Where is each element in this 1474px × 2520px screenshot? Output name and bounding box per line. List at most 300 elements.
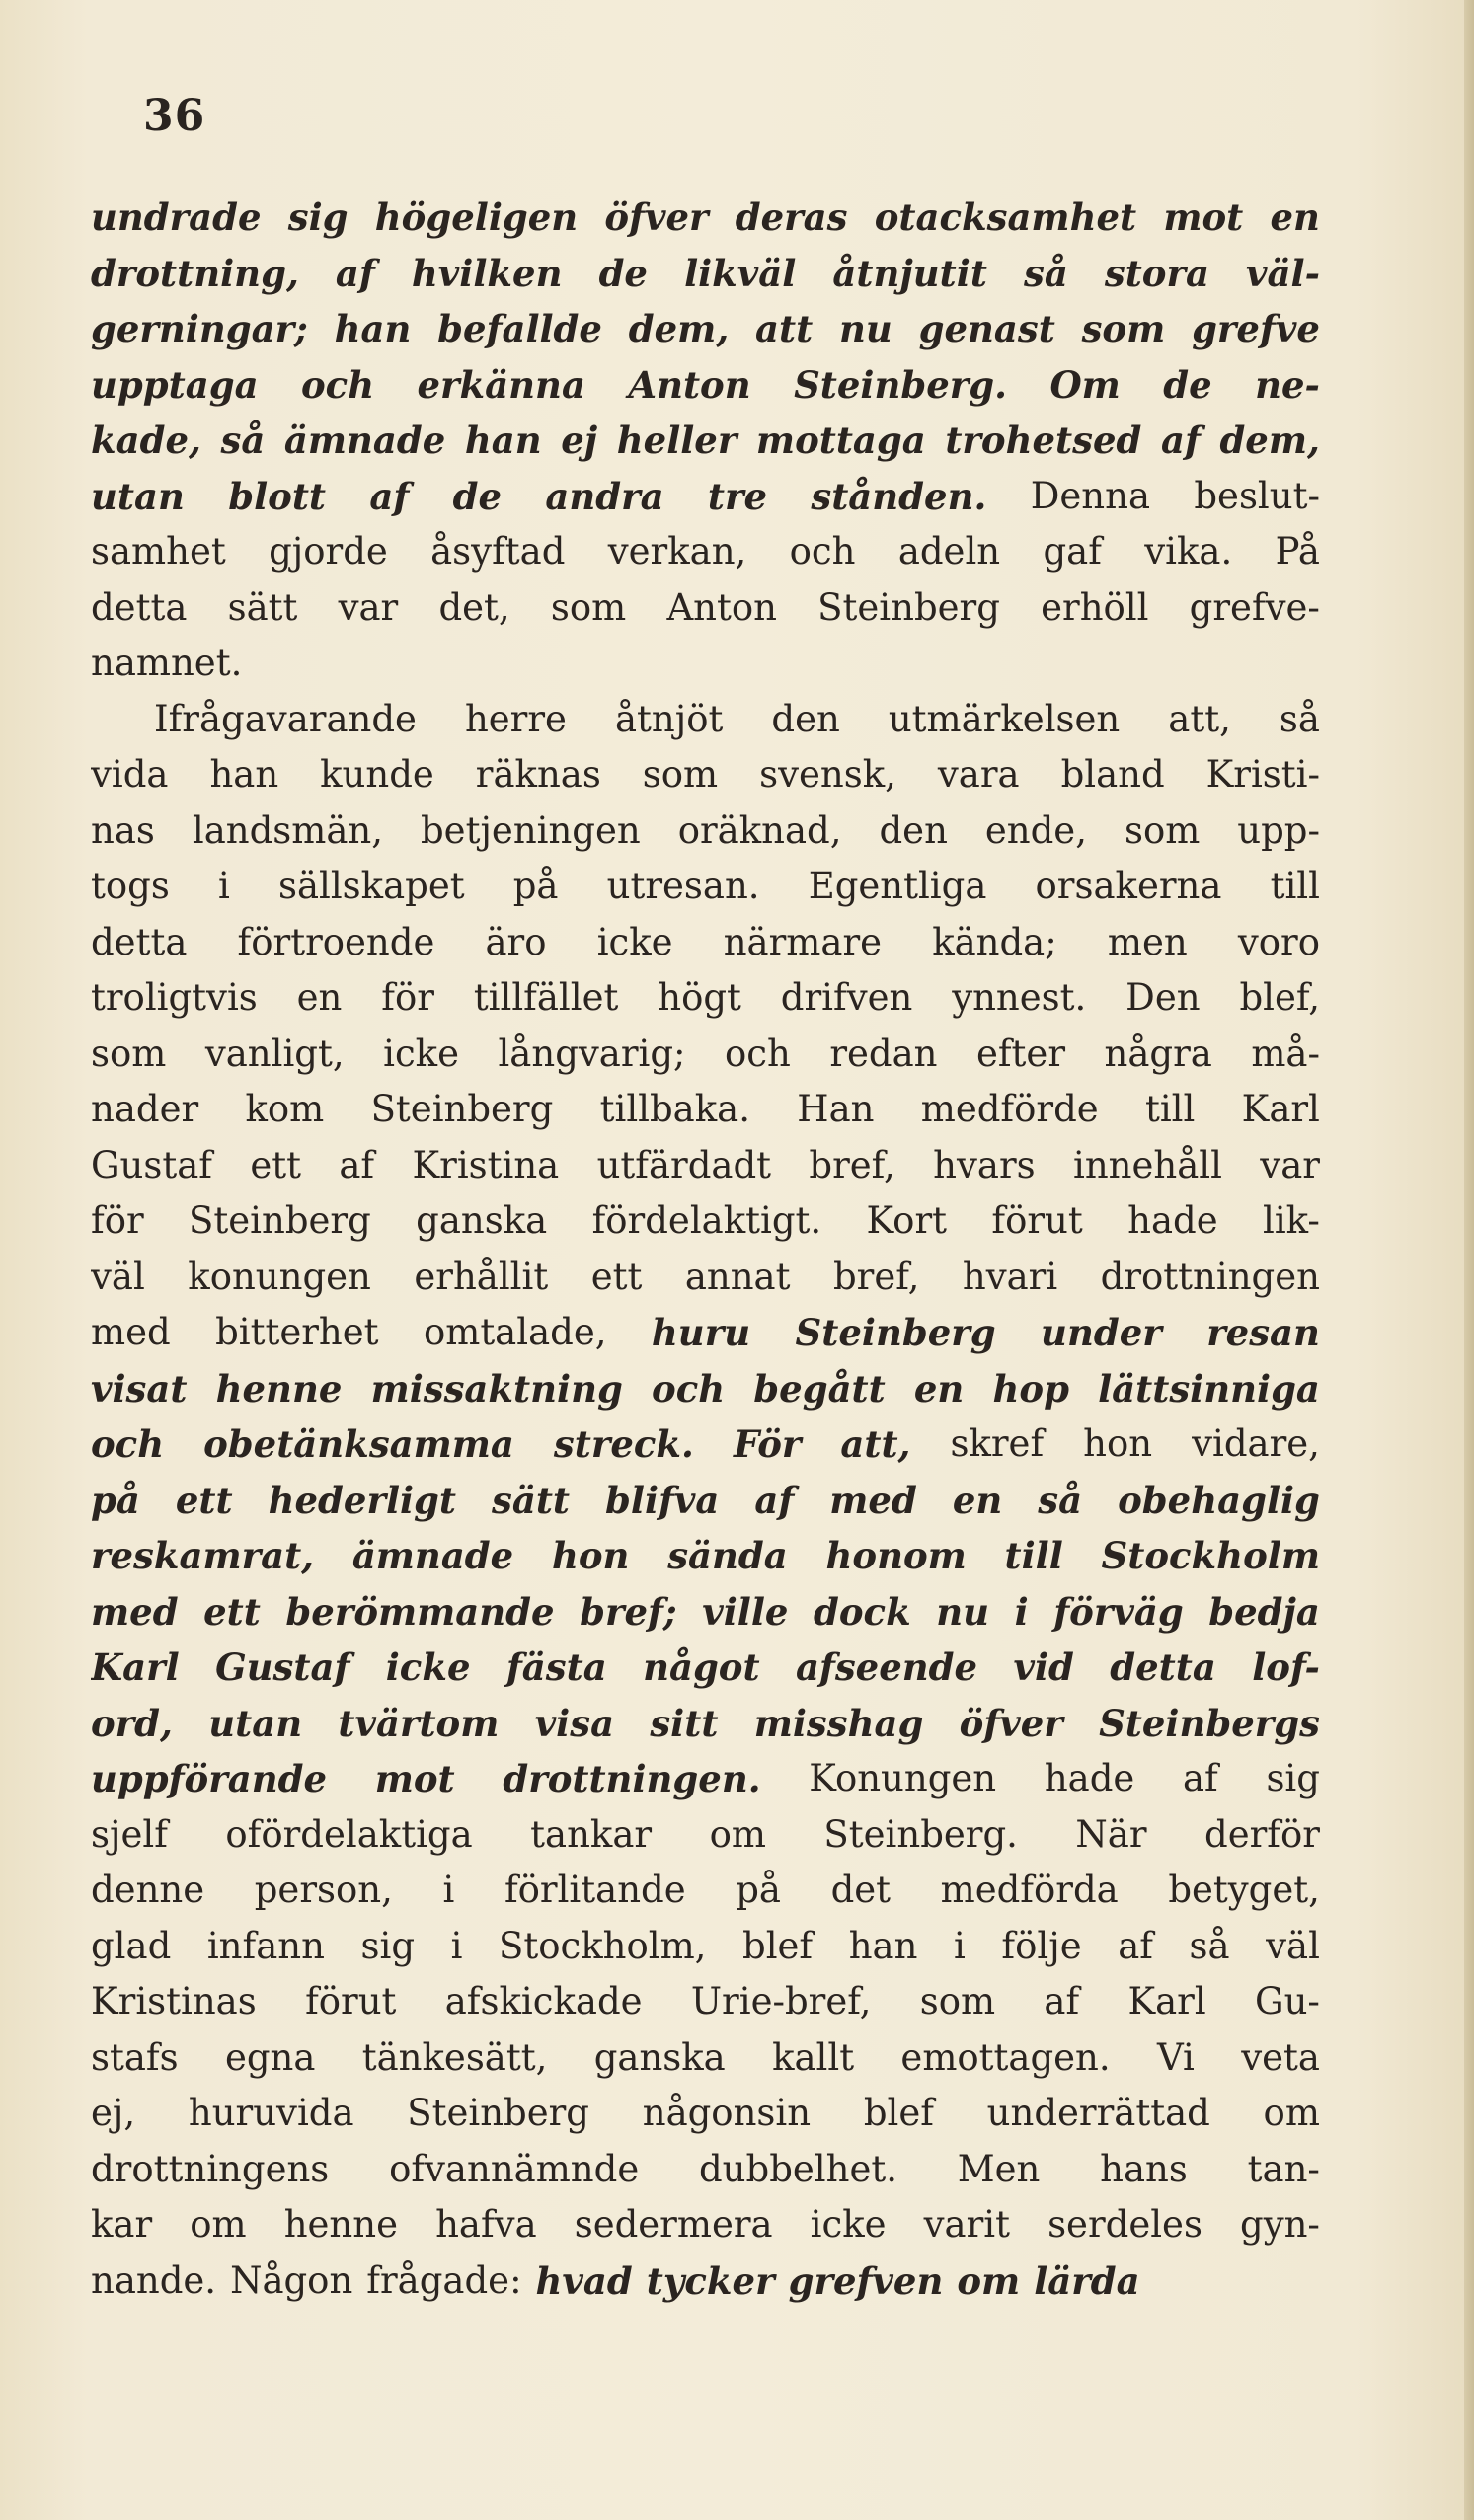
text-word: i [217, 865, 230, 907]
text-line [91, 692, 1320, 748]
text-word: äro [485, 920, 547, 963]
text-word: till [1270, 865, 1320, 907]
text-word: Karl [1127, 1980, 1206, 2023]
text-line [91, 357, 1320, 414]
text-word: tan- [1247, 2147, 1320, 2190]
text-word: nader [91, 1088, 199, 1130]
text-word: dem, [1219, 419, 1320, 462]
text-word: bref; [580, 1589, 677, 1634]
text-word: så [1038, 1478, 1083, 1522]
text-word: och [725, 1031, 791, 1075]
text-word: högt [658, 976, 741, 1019]
text-line [91, 580, 1320, 637]
text-word: i [442, 1869, 455, 1911]
text-word: tänkesätt, [361, 2035, 548, 2079]
text-word: oräknad, [677, 808, 842, 852]
text-word: frågade: [366, 2258, 522, 2302]
text-word: förlitande [504, 1869, 686, 1911]
text-word: väl [1266, 1924, 1320, 1967]
text-word: ne- [1255, 362, 1320, 407]
text-word: hvad [535, 2258, 633, 2303]
text-word: andra [545, 474, 664, 518]
text-word: Steinberg [189, 1199, 371, 1242]
page-edge [1464, 0, 1474, 2520]
text-word: hop [992, 1366, 1069, 1411]
text-word: öfver [959, 1701, 1063, 1745]
body-text [91, 190, 1320, 2309]
text-word: utan [208, 1701, 303, 1745]
text-word: lärda [1034, 2258, 1140, 2303]
text-word: vidare, [1192, 1422, 1320, 1465]
text-line [91, 1584, 1320, 1641]
text-word: vida [91, 753, 169, 796]
text-word: obetänksamma [203, 1422, 514, 1466]
text-word: orsakerna [1035, 865, 1222, 907]
text-line [91, 1640, 1320, 1696]
text-word: den [879, 808, 948, 852]
text-word: icke [383, 1031, 459, 1075]
text-word: Anton [666, 585, 777, 629]
text-word: ganska [416, 1199, 548, 1242]
text-word: bitterhet [215, 1311, 379, 1353]
text-word: blef, [1239, 976, 1320, 1019]
text-line [91, 1863, 1320, 1919]
text-word: var [338, 585, 399, 629]
text-word: ett [203, 1589, 261, 1634]
text-word: väl- [1246, 251, 1320, 295]
text-word: med [91, 1311, 171, 1353]
text-word: bref, [809, 1143, 895, 1186]
page-number: 36 [143, 91, 206, 141]
text-word: undrade [91, 195, 262, 239]
text-line [91, 2197, 1320, 2253]
text-word: Någon [230, 2258, 353, 2302]
text-word: omtalade, [423, 1311, 607, 1353]
text-word: förtroende [237, 920, 435, 963]
text-word: på [91, 1478, 140, 1522]
text-word: erhållit [414, 1255, 549, 1298]
text-word: Steinberg [370, 1088, 554, 1130]
text-word: en [1270, 195, 1320, 239]
text-word: blott [228, 474, 327, 518]
text-word: förut [991, 1199, 1083, 1242]
text-word: reskamrat, [91, 1534, 315, 1577]
text-line [91, 2086, 1320, 2142]
text-word: troligtvis [91, 976, 258, 1019]
text-line [91, 1416, 1320, 1473]
text-word: utan [91, 474, 185, 518]
text-word: medförda [940, 1869, 1119, 1911]
text-word: Kort [866, 1199, 948, 1242]
text-word: detta [91, 920, 188, 963]
text-word: hvari [962, 1255, 1058, 1298]
text-line [91, 1528, 1320, 1584]
text-word: sända [667, 1534, 788, 1577]
text-word: emottagen. [900, 2035, 1111, 2079]
text-line [91, 190, 1320, 246]
text-word: egna [224, 2035, 316, 2079]
text-word: som [642, 753, 719, 796]
text-word: för [381, 976, 434, 1019]
text-word: ej, [91, 2092, 136, 2134]
text-word: voro [1237, 920, 1320, 963]
text-line [91, 1082, 1320, 1138]
text-word: ett [175, 1478, 233, 1522]
text-word: han [464, 419, 542, 462]
text-line [91, 803, 1320, 860]
text-word: Steinberg [407, 2092, 589, 2134]
text-word: gerningar; [91, 307, 308, 350]
text-word: så [220, 419, 266, 462]
text-word: om [957, 2258, 1021, 2303]
text-word: och [91, 1422, 165, 1466]
text-word: När [1075, 1812, 1147, 1856]
text-word: bland [1060, 753, 1165, 796]
text-word: gaf [1043, 530, 1102, 573]
text-word: om [709, 1812, 766, 1856]
text-word: om [190, 2203, 247, 2246]
text-word: högeligen [374, 195, 579, 239]
text-word: lättsinniga [1098, 1366, 1320, 1411]
text-word: befallde [437, 307, 602, 350]
text-word: detta [1110, 1645, 1216, 1689]
text-word: som [1081, 307, 1166, 350]
text-word: Anton [628, 362, 751, 407]
text-word: förväg [1053, 1589, 1184, 1634]
text-word: med [91, 1589, 179, 1634]
text-word: samhet [91, 530, 226, 573]
text-word: han [209, 753, 279, 796]
text-word: honom [825, 1534, 967, 1577]
text-word: och [652, 1366, 726, 1411]
text-word: någonsin [642, 2092, 812, 2134]
text-word: sitt [650, 1701, 719, 1745]
text-line [91, 1974, 1320, 2030]
text-word: stora [1104, 251, 1209, 295]
text-word: att, [840, 1422, 911, 1466]
text-word: i [450, 1924, 463, 1967]
text-word: veta [1241, 2035, 1320, 2079]
text-word: gyn- [1240, 2203, 1320, 2246]
text-word: Steinberg [817, 585, 1000, 629]
text-word: Urie-bref, [690, 1980, 872, 2023]
text-word: af [1118, 1924, 1153, 1967]
text-word: fästa [505, 1645, 607, 1689]
text-word: det [830, 1869, 892, 1911]
text-word: sjelf [91, 1812, 168, 1856]
text-word: visa [534, 1701, 615, 1745]
text-word: huruvida [188, 2092, 354, 2134]
text-word: grefve [1192, 307, 1320, 350]
text-word: hans [1100, 2147, 1188, 2190]
text-word: ofvannämnde [389, 2147, 640, 2190]
text-word: åtnjutit [832, 251, 987, 295]
text-word: Vi [1156, 2035, 1195, 2079]
text-word: som [91, 1031, 167, 1075]
text-word: ett [250, 1143, 301, 1186]
text-word: på [736, 1869, 781, 1911]
text-word: skref [950, 1422, 1045, 1465]
text-word: glad [91, 1924, 172, 1967]
text-word: efter [975, 1031, 1066, 1075]
text-line [91, 2253, 1320, 2310]
text-word: betjeningen [421, 808, 641, 852]
text-word: Steinberg. [794, 362, 1008, 407]
text-word: räknas [475, 753, 601, 796]
text-word: icke [810, 2203, 887, 2246]
text-word: icke [385, 1645, 471, 1689]
text-line [91, 1751, 1320, 1807]
text-word: med [829, 1478, 917, 1522]
text-word: som [919, 1980, 996, 2023]
text-word: förut [305, 1980, 397, 2023]
text-word: för [91, 1199, 144, 1242]
text-line [91, 747, 1320, 803]
text-line [91, 246, 1320, 302]
text-word: Ifrågavarande [154, 697, 417, 740]
text-word: hvars [933, 1143, 1036, 1186]
text-word: heller [616, 419, 737, 462]
text-word: fördelaktigt. [591, 1199, 822, 1242]
text-word: Stockholm [1101, 1534, 1320, 1577]
text-line [91, 1138, 1320, 1194]
text-word: huru [651, 1311, 751, 1354]
text-word: till [1144, 1088, 1196, 1130]
text-word: långvarig; [498, 1031, 686, 1075]
text-word: För [733, 1422, 802, 1466]
text-word: otacksamhet [874, 195, 1137, 239]
text-word: Konungen [809, 1757, 997, 1799]
text-word: hvilken [411, 251, 563, 295]
text-line [91, 2030, 1320, 2087]
text-word: grefven [788, 2258, 944, 2303]
text-word: konungen [188, 1255, 371, 1298]
text-word: så [1279, 697, 1320, 740]
text-word: visat [91, 1366, 188, 1411]
text-word: Karl [91, 1645, 180, 1689]
text-word: ville [702, 1589, 789, 1634]
text-word: åsyftad [430, 530, 566, 573]
text-word: kar [91, 2203, 153, 2246]
text-line [91, 1807, 1320, 1864]
text-word: af [1044, 1980, 1080, 2023]
text-word: mot [374, 1757, 455, 1800]
text-word: tillbaka. [599, 1088, 750, 1130]
text-word: Han [797, 1088, 875, 1130]
text-word: trohetsed [945, 419, 1142, 462]
text-word: utresan. [606, 865, 760, 907]
text-word: af [369, 474, 410, 518]
text-word: att, [1168, 697, 1231, 740]
text-word: sig [1266, 1757, 1320, 1799]
text-word: Steinberg. [823, 1812, 1018, 1856]
text-word: stafs [91, 2035, 179, 2079]
text-word: han [848, 1924, 918, 1967]
text-word: nu [838, 307, 892, 350]
text-word: upp- [1237, 808, 1320, 852]
text-word: Kristinas [91, 1980, 257, 2023]
text-word: tillfället [473, 976, 619, 1019]
text-word: drottningen [1100, 1255, 1320, 1298]
text-word: kade, [91, 419, 201, 462]
text-word: och [789, 530, 856, 573]
text-word: Men [957, 2147, 1041, 2190]
text-word: Denna [1030, 474, 1151, 517]
text-word: ämnade [351, 1534, 514, 1577]
text-word: drottning, [91, 251, 299, 295]
text-word: afseende [795, 1645, 978, 1689]
text-word: På [1275, 530, 1320, 573]
text-word: streck. [553, 1422, 694, 1466]
text-word: mot [1163, 195, 1244, 239]
text-word: Gustaf [215, 1645, 350, 1689]
text-word: kallt [772, 2035, 855, 2079]
text-word: utmärkelsen [888, 697, 1121, 740]
text-word: herre [464, 697, 567, 740]
text-word: serdeles [1047, 2203, 1202, 2246]
text-word: den [771, 697, 840, 740]
text-word: några [1104, 1031, 1212, 1075]
text-word: derför [1204, 1812, 1320, 1856]
text-word: af [1160, 419, 1201, 462]
text-line [91, 1193, 1320, 1250]
text-word: person, [254, 1869, 393, 1911]
text-word: sällskapet [277, 865, 465, 907]
text-word: en [952, 1478, 1003, 1522]
text-word: vid [1013, 1645, 1074, 1689]
text-line [91, 1473, 1320, 1529]
text-word: sätt [227, 585, 298, 629]
text-word: så [1189, 1924, 1230, 1967]
text-word: som [550, 585, 627, 629]
text-word: i [1014, 1589, 1029, 1634]
text-word: dubbelhet. [699, 2147, 897, 2190]
text-word: ynnest. [952, 976, 1087, 1019]
text-word: annat [684, 1255, 791, 1298]
text-word: af [335, 251, 375, 295]
text-word: att [755, 307, 814, 350]
text-word: innehåll [1072, 1143, 1222, 1186]
text-word: stånden. [811, 474, 987, 518]
text-word: blef [742, 1924, 814, 1967]
text-line [91, 413, 1320, 469]
text-word: ende, [984, 808, 1087, 852]
text-word: Kristi- [1205, 753, 1320, 796]
text-word: berömmande [285, 1589, 555, 1634]
text-word: och [300, 362, 375, 407]
text-word: ett [590, 1255, 643, 1298]
text-word: en [296, 976, 343, 1019]
text-word: grefve- [1189, 585, 1320, 629]
text-word: sedermera [574, 2203, 773, 2246]
text-word: deras [735, 195, 848, 239]
text-line [91, 469, 1320, 525]
text-word: följe [1001, 1924, 1082, 1967]
text-word: togs [91, 865, 170, 907]
text-word: ord, [91, 1701, 173, 1745]
text-word: betyget, [1168, 1869, 1320, 1911]
text-word: icke [596, 920, 673, 963]
text-word: nas [91, 808, 155, 852]
text-word: varit [923, 2203, 1010, 2246]
text-word: de [598, 251, 648, 295]
text-word: upptaga [91, 362, 259, 407]
text-line [91, 1250, 1320, 1306]
text-word: Steinberg [795, 1311, 996, 1354]
text-line [91, 1305, 1320, 1361]
text-word: Den [1125, 976, 1201, 1019]
text-word: ämnade [283, 419, 446, 462]
text-word: nande. [91, 2258, 217, 2302]
text-word: hon [551, 1534, 630, 1577]
text-word: må- [1251, 1031, 1320, 1075]
text-word: kunde [320, 753, 434, 796]
text-word: utfärdadt [596, 1143, 772, 1186]
text-word: Gustaf [91, 1143, 212, 1186]
text-word: namnet. [91, 642, 243, 684]
text-word: af [754, 1478, 795, 1522]
text-word: hade [1044, 1757, 1135, 1799]
text-line [91, 970, 1320, 1027]
text-word: tvärtom [338, 1701, 500, 1745]
text-word: en [913, 1366, 965, 1411]
text-word: beslut- [1194, 474, 1320, 517]
text-word: ofördelaktiga [225, 1812, 473, 1856]
text-word: Gu- [1255, 1980, 1320, 2023]
text-word: bedja [1208, 1589, 1320, 1634]
text-word: tankar [530, 1812, 653, 1856]
text-word: erkänna [417, 362, 585, 407]
text-word: hederligt [268, 1478, 457, 1522]
text-word: kända; [932, 920, 1057, 963]
text-word: blifva [605, 1478, 720, 1522]
text-word: vika. [1144, 530, 1233, 573]
text-word: hon [1083, 1422, 1153, 1465]
text-word: men [1107, 920, 1188, 963]
text-word: adeln [897, 530, 1001, 573]
text-word: medförde [920, 1088, 1099, 1130]
text-word: det, [438, 585, 510, 629]
text-word: de [452, 474, 503, 518]
text-word: sig [287, 195, 349, 239]
text-word: Om [1049, 362, 1121, 407]
text-word: svensk, [759, 753, 896, 796]
text-word: afskickade [444, 1980, 643, 2023]
text-word: under [1041, 1311, 1162, 1354]
text-word: bref, [832, 1255, 920, 1298]
text-word: misshag [753, 1701, 924, 1745]
text-word: öfver [604, 195, 709, 239]
text-word: gjorde [269, 530, 388, 573]
text-word: drottningens [91, 2147, 330, 2190]
text-word: obehaglig [1118, 1478, 1320, 1522]
text-word: som [1124, 808, 1201, 852]
text-word: dock [813, 1589, 911, 1634]
text-word: hade [1127, 1199, 1218, 1242]
text-word: de [1163, 362, 1212, 407]
text-word: vara [937, 753, 1020, 796]
text-word: Kristina [412, 1143, 560, 1186]
text-line [91, 1919, 1320, 1975]
text-word: drottningen. [503, 1757, 761, 1800]
text-word: henne [215, 1366, 343, 1411]
text-word: underrättad [986, 2092, 1210, 2134]
text-line [91, 859, 1320, 915]
text-word: verkan, [607, 530, 747, 573]
text-word: sätt [492, 1478, 571, 1522]
text-word: närmare [723, 920, 883, 963]
text-word: på [512, 865, 559, 907]
